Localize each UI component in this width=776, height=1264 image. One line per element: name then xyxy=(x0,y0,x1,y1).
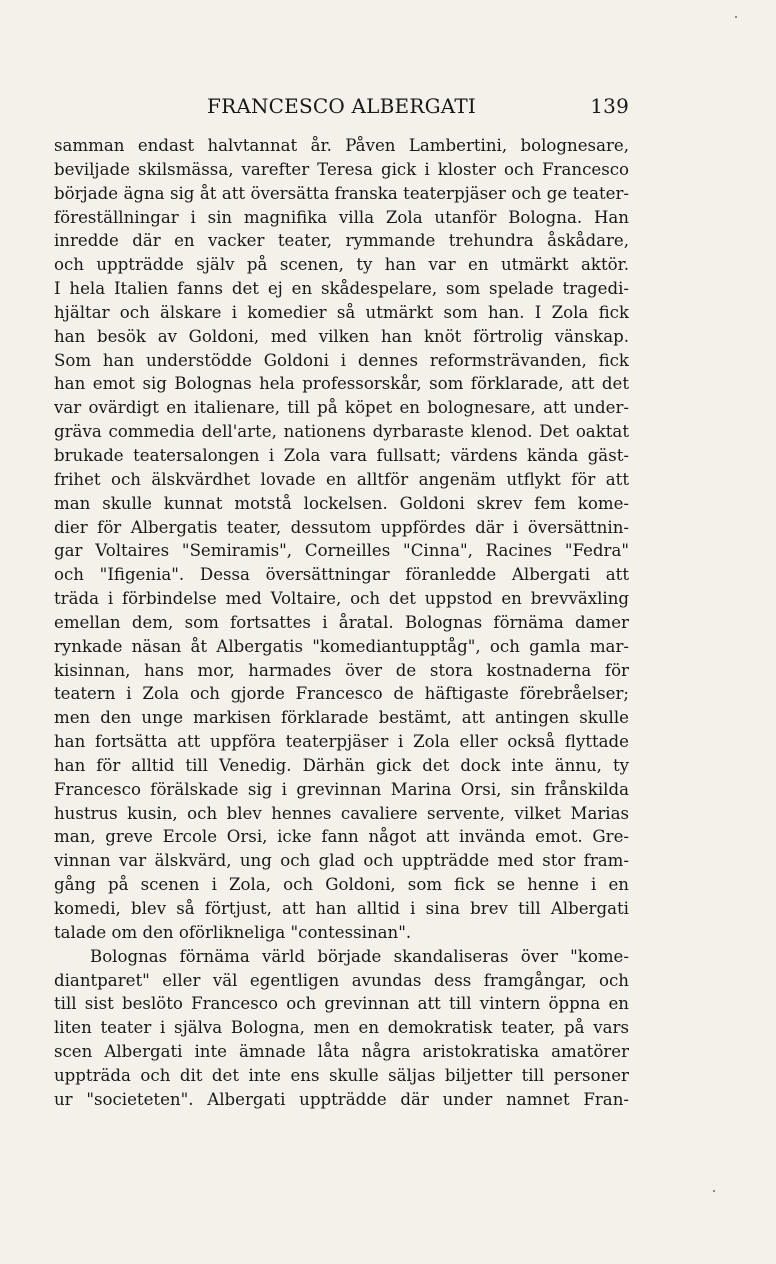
running-head xyxy=(54,94,629,124)
page-number: 139 xyxy=(590,94,629,118)
text-line: Som han understödde Goldoni i dennes reformsträvanden, fick xyxy=(54,350,629,370)
paragraph-start-line: Bolognas förnäma värld började skandaliseras över "kome- xyxy=(90,946,629,966)
text-line: han fortsätta att uppföra teaterpjäser i Zola eller också flyttade xyxy=(54,732,629,752)
text-line: inredde där en vacker teater, rymmande trehundra åskådare, xyxy=(54,231,629,251)
text-line: vinnan var älskvärd, ung och glad och uppträdde med stor fram- xyxy=(54,851,629,871)
text-line: komedi, blev så förtjust, att han alltid i sina brev till Albergati xyxy=(54,899,629,918)
text-line: man skulle kunnat motstå lockelsen. Goldoni skrev fem kome- xyxy=(54,493,629,513)
text-line: dier för Albergatis teater, dessutom uppfördes där i översättnin- xyxy=(54,517,629,537)
text-line: brukade teatersalongen i Zola vara fullsatt; värdens kända gäst- xyxy=(54,445,629,465)
text-line: och uppträdde själv på scenen, ty han var en utmärkt aktör. xyxy=(54,255,629,275)
running-head-title: FRANCESCO ALBERGATI xyxy=(207,94,476,118)
text-line: liten teater i själva Bologna, men en demokratisk teater, på vars xyxy=(54,1018,629,1038)
text-line: var ovärdigt en italienare, till på köpet en bolognesare, att under- xyxy=(54,398,629,418)
text-line: hustrus kusin, och blev hennes cavaliere servente, vilket Marias xyxy=(54,803,629,823)
text-line: rynkade näsan åt Albergatis "komediantupptåg", och gamla mar- xyxy=(54,636,629,656)
text-line: gar Voltaires "Semiramis", Corneilles "Cinna", Racines "Fedra" xyxy=(54,541,629,561)
text-line: I hela Italien fanns det ej en skådespelare, som spelade tragedi- xyxy=(54,279,629,299)
text-line: scen Albergati inte ämnade låta några aristokratiska amatörer xyxy=(54,1042,629,1062)
paper-speck xyxy=(713,1190,715,1192)
text-line: Francesco förälskade sig i grevinnan Marina Orsi, sin frånskilda xyxy=(54,779,629,799)
text-line: började ägna sig åt att översätta franska teaterpjäser och ge teater- xyxy=(54,183,629,203)
text-line: hjältar och älskare i komedier så utmärkt som han. I Zola fick xyxy=(54,302,629,322)
text-line: han för alltid till Venedig. Därhän gick det dock inte ännu, ty xyxy=(54,755,629,775)
text-line: uppträda och dit det inte ens skulle säljas biljetter till personer xyxy=(54,1065,629,1085)
text-line: gång på scenen i Zola, och Goldoni, som fick se henne i en xyxy=(54,875,629,895)
text-line: samman endast halvtannat år. Påven Lambertini, bolognesare, xyxy=(54,136,629,155)
text-line: träda i förbindelse med Voltaire, och det uppstod en brevväxling xyxy=(54,589,629,609)
text-line: gräva commedia dell'arte, nationens dyrbaraste klenod. Det oaktat xyxy=(54,422,629,442)
text-line: diantparet" eller väl egentligen avundas dess framgångar, och xyxy=(54,970,629,990)
text-line: till sist beslöto Francesco och grevinnan att till vintern öppna en xyxy=(54,994,629,1014)
text-line: föreställningar i sin magnifika villa Zola utanför Bologna. Han xyxy=(54,207,629,227)
paragraph-end-line: talade om den oförlikneliga "contessinan". xyxy=(54,922,412,942)
text-line: frihet och älskvärdhet lovade en alltför angenäm utflykt för att xyxy=(54,469,629,489)
text-line: men den unge markisen förklarade bestämt, att antingen skulle xyxy=(54,708,629,728)
text-line: kisinnan, hans mor, harmades över de stora kostnaderna för xyxy=(54,660,629,680)
text-line: beviljade skilsmässa, varefter Teresa gick i kloster och Francesco xyxy=(54,159,629,179)
text-line: man, greve Ercole Orsi, icke fann något att invända emot. Gre- xyxy=(54,827,629,847)
body-text xyxy=(54,134,629,1112)
text-line: han besök av Goldoni, med vilken han knöt förtrolig vänskap. xyxy=(54,326,629,346)
text-line: han emot sig Bolognas hela professorskår, som förklarade, att det xyxy=(54,374,629,394)
text-line: teatern i Zola och gjorde Francesco de häftigaste förebråelser; xyxy=(54,684,629,704)
paper-speck xyxy=(735,16,737,18)
text-line: ur "societeten". Albergati uppträdde där under namnet Fran- xyxy=(54,1089,629,1109)
text-line: och "Ifigenia". Dessa översättningar föranledde Albergati att xyxy=(54,565,629,585)
text-line: emellan dem, som fortsattes i åratal. Bolognas förnäma damer xyxy=(54,612,629,632)
